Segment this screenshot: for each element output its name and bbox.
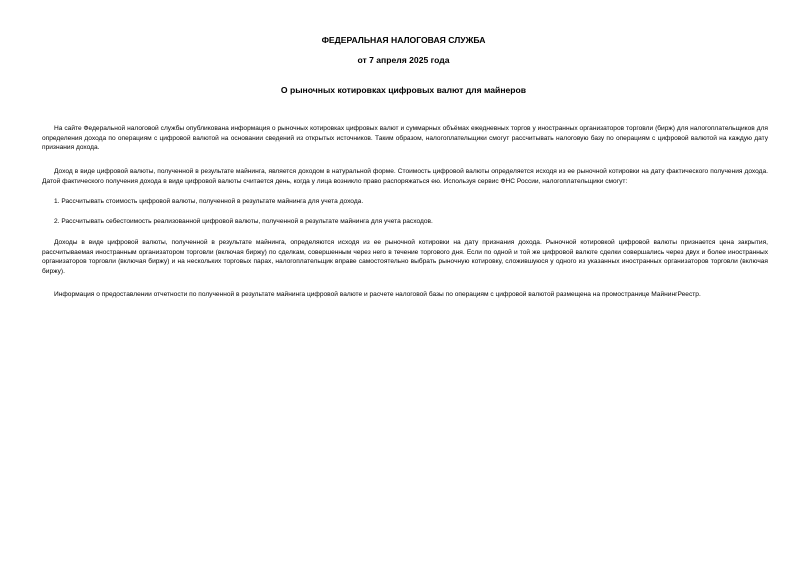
paragraph-text: Доходы в виде цифровой валюты, полученной в результате майнинга, определяются исходя из ее рыночной котировки на дату признания дохода. Рыночной котировкой цифровой валюты признается цена закрытия, рассчитываемая иностранным организатором торговли (включая биржу) по сделкам, совершенным через него в течение торгового дня. Если по одной и той же цифровой валюте сделки совершались через двух и более иностранных организаторов торговли (включая биржу) и на нескольких торговых парах, налогоплательщик вправе самостоятельно выбрать рыночную котировку, сложившуюся у одного из указанных иностранных организаторов торговли (включая биржу). xyxy=(42,239,768,275)
document-date: от 7 апреля 2025 года xyxy=(357,55,450,65)
organization-heading: ФЕДЕРАЛЬНАЯ НАЛОГОВАЯ СЛУЖБА xyxy=(321,35,486,45)
paragraph-market-quote xyxy=(42,238,768,276)
paragraph-intro xyxy=(42,124,768,153)
paragraph-text: 1. Рассчитывать стоимость цифровой валюты, полученной в результате майнинга для учета дохода. xyxy=(54,198,364,205)
paragraph-income-definition xyxy=(42,167,768,186)
paragraph-reporting-info xyxy=(42,290,768,300)
paragraph-text: 2. Рассчитывать себестоимость реализованной цифровой валюты, полученной в результате майнинга для учета расходов. xyxy=(54,218,433,225)
list-item-1 xyxy=(42,197,768,207)
paragraph-text: Информация о предоставлении отчетности по полученной в результате майнинга цифровой валюте и расчете налоговой базы по операциям с цифровой валютой размещена на промостранице МайнингРеестр. xyxy=(54,291,701,298)
paragraph-text: Доход в виде цифровой валюты, полученной в результате майнинга, является доходом в натуральной форме. Стоимость цифровой валюты определяется исходя из ее рыночной котировки на дату фактического получения дохода. Датой фактического получения дохода в виде цифровой валюты считается день, когда у лица возникло право распоряжаться ею. Используя сервис ФНС России, налогоплательщики смогут: xyxy=(42,168,768,185)
paragraph-text: На сайте Федеральной налоговой службы опубликована информация о рыночных котировках цифровых валют и суммарных объёмах ежедневных торгов у иностранных организаторов торговли (бирж) для налогоплательщиков для определения дохода по операциям с цифровой валютой на основании сведений из открытых источников. Таким образом, налогоплательщики смогут рассчитывать налоговую базу по операциям с цифровой валютой на каждую дату признания дохода. xyxy=(42,125,768,152)
list-item-2 xyxy=(42,217,768,227)
document-title: О рыночных котировках цифровых валют для майнеров xyxy=(280,85,527,95)
